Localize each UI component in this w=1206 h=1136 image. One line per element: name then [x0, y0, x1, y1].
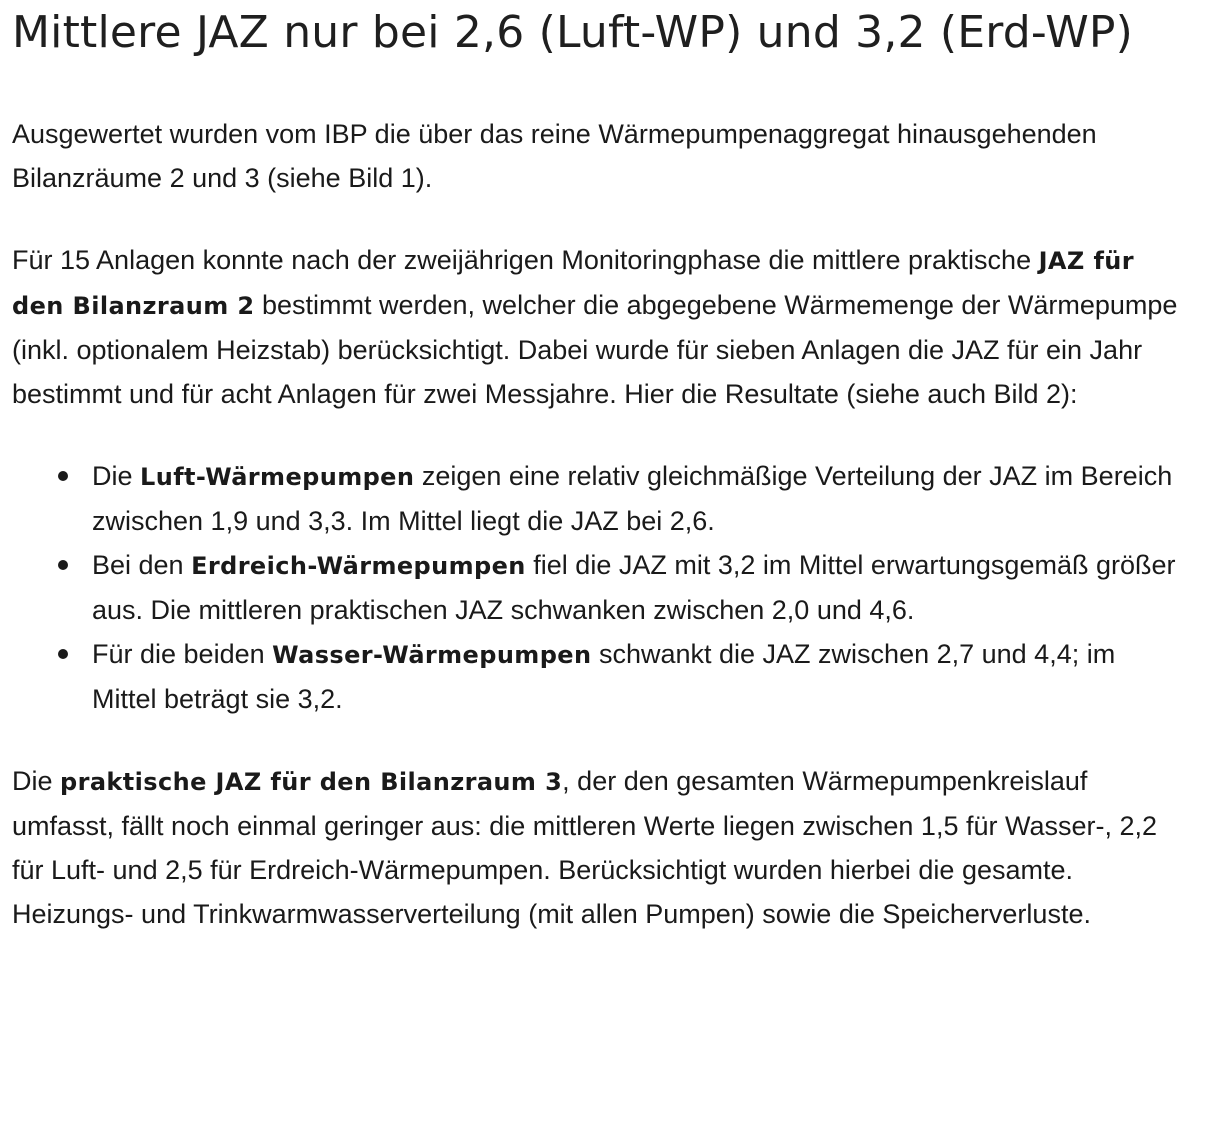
bullet-text-after: schwankt die JAZ zwischen 2,7 und 4,4; im Mittel beträgt sie 3,2.: [92, 639, 1116, 714]
list-item: [92, 454, 1186, 543]
list-item: [92, 543, 1186, 632]
results-text-after: bestimmt werden, welcher die abgegebene Wärmemenge der Wärmepumpe (inkl. optionalem Heizstab) berücksichtigt. Dabei wurde für sieben Anlagen die JAZ für ein Jahr bestimmt und für acht Anlagen für zwei Messjahre. Hier die Resultate (siehe auch Bild 2):: [12, 290, 1178, 409]
bilanzraum-3-text-before: Die: [12, 766, 61, 796]
results-text-before: Für 15 Anlagen konnte nach der zweijährigen Monitoringphase die mittlere praktische: [12, 245, 1039, 275]
results-text-bold: JAZ für den Bilanzraum 2: [12, 247, 1135, 320]
bullet-text-bold: Wasser-Wärmepumpen: [272, 641, 592, 669]
bullet-icon: [58, 471, 68, 481]
list-item: [92, 632, 1186, 721]
bullet-text-bold: Luft-Wärmepumpen: [140, 463, 415, 491]
bullet-icon: [58, 649, 68, 659]
results-bullet-list: [12, 454, 1186, 721]
intro-paragraph: Ausgewertet wurden vom IBP die über das reine Wärmepumpenaggregat hinausgehenden Bilanzräume 2 und 3 (siehe Bild 1).: [12, 119, 1097, 193]
bullet-text-after: zeigen eine relativ gleichmäßige Verteilung der JAZ im Bereich zwischen 1,9 und 3,3. Im Mittel liegt die JAZ bei 2,6.: [92, 461, 1173, 536]
bullet-text-bold: Erdreich-Wärmepumpen: [191, 552, 526, 580]
bullet-text-before: Bei den: [92, 550, 192, 580]
bilanzraum-3-text-bold: praktische JAZ für den Bilanzraum 3: [60, 768, 563, 796]
bullet-text-before: Die: [92, 461, 141, 491]
bilanzraum-3-text-after: , der den gesamten Wärmepumpenkreislauf umfasst, fällt noch einmal geringer aus: die mittleren Werte liegen zwischen 1,5 für Wasser-, 2,2 für Luft- und 2,5 für Erdreich-Wärmepumpen. Berücksichtigt wurden hierbei die gesamte. Heizungs- und Trinkwarmwasserverteilung (mit allen Pumpen) sowie die Speicherverluste.: [12, 766, 1158, 929]
bullet-text-after: fiel die JAZ mit 3,2 im Mittel erwartungsgemäß größer aus. Die mittleren praktischen JAZ schwanken zwischen 2,0 und 4,6.: [92, 550, 1176, 625]
bilanzraum-3-paragraph: [12, 759, 1186, 936]
bullet-icon: [58, 560, 68, 570]
results-paragraph: [12, 238, 1186, 416]
article-heading: Mittlere JAZ nur bei 2,6 (Luft-WP) und 3,2 (Erd-WP): [12, 7, 1134, 58]
bullet-text-before: Für die beiden: [92, 639, 273, 669]
